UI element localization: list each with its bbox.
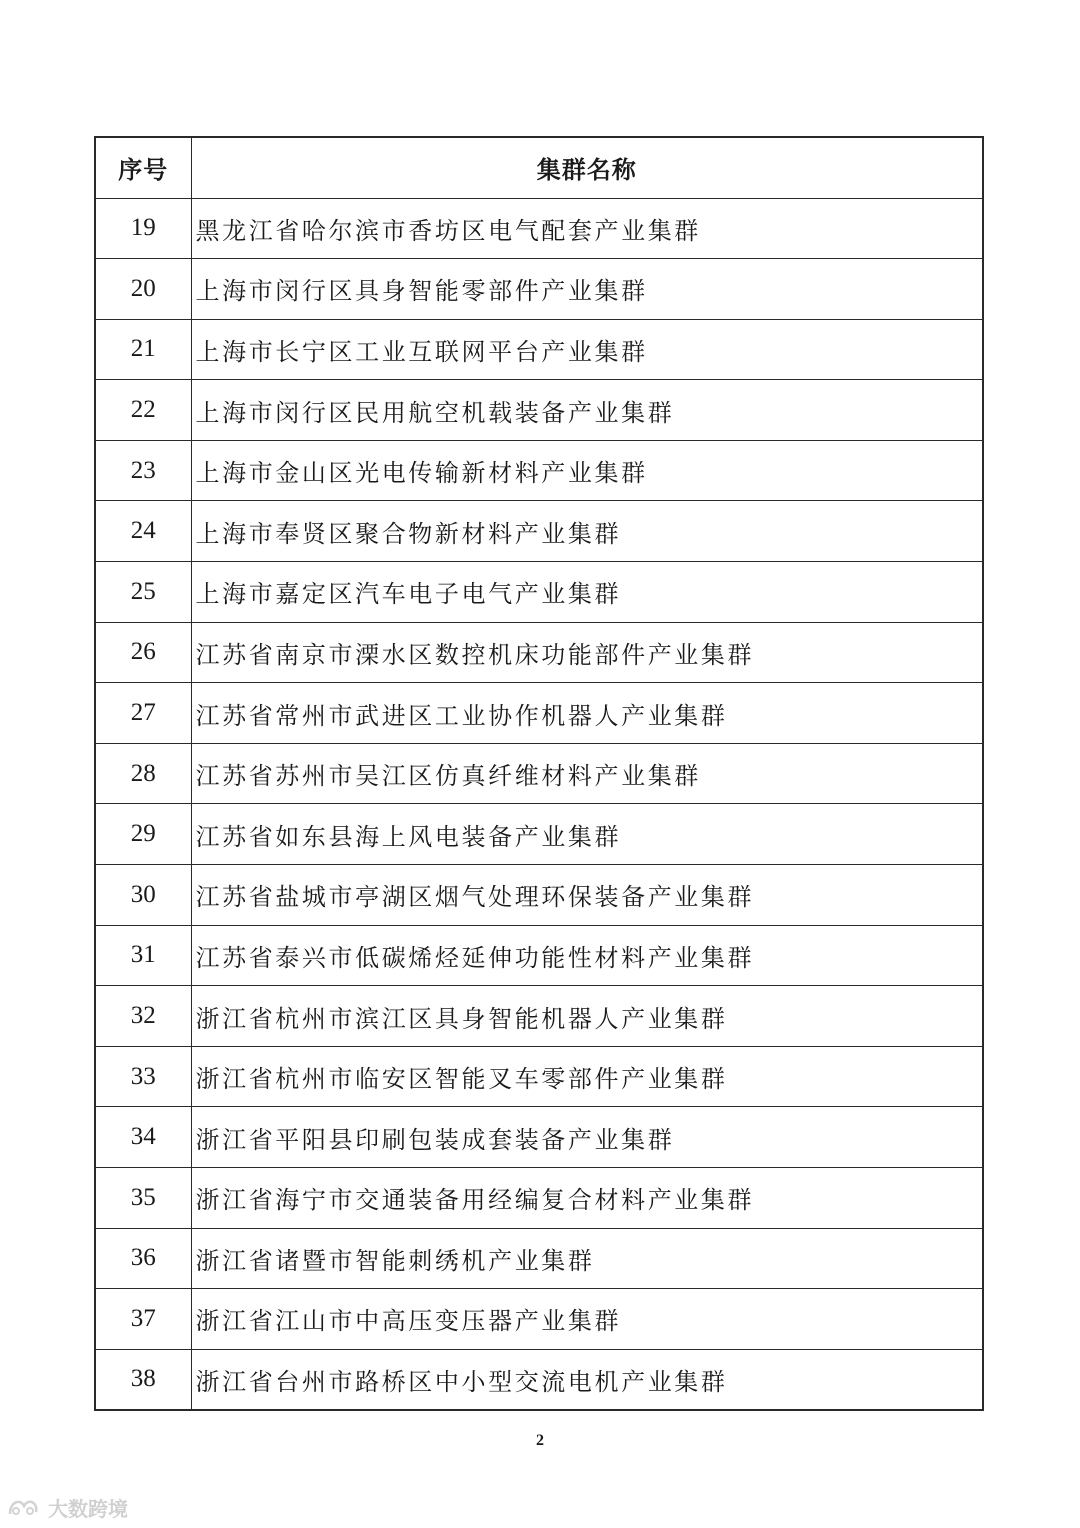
row-cluster-name: 上海市嘉定区汽车电子电气产业集群 (191, 562, 983, 623)
row-seq: 21 (95, 319, 191, 380)
table-row (95, 501, 983, 562)
table-row (95, 440, 983, 501)
row-cluster-name: 浙江省诸暨市智能刺绣机产业集群 (191, 1228, 983, 1289)
table-row (95, 1107, 983, 1168)
table-row (95, 380, 983, 441)
row-cluster-name: 黑龙江省哈尔滨市香坊区电气配套产业集群 (191, 198, 983, 259)
table-body (95, 198, 983, 1410)
table-row (95, 1349, 983, 1410)
row-cluster-name: 浙江省海宁市交通装备用经编复合材料产业集群 (191, 1168, 983, 1229)
row-cluster-name: 江苏省如东县海上风电装备产业集群 (191, 804, 983, 865)
row-cluster-name: 上海市金山区光电传输新材料产业集群 (191, 440, 983, 501)
row-seq: 27 (95, 683, 191, 744)
row-cluster-name: 浙江省杭州市临安区智能叉车零部件产业集群 (191, 1046, 983, 1107)
table-row (95, 865, 983, 926)
watermark (6, 1492, 128, 1522)
table-row (95, 925, 983, 986)
header-name: 集群名称 (191, 137, 983, 198)
row-seq: 37 (95, 1289, 191, 1350)
table-row (95, 198, 983, 259)
row-cluster-name: 江苏省泰兴市低碳烯烃延伸功能性材料产业集群 (191, 925, 983, 986)
row-cluster-name: 浙江省江山市中高压变压器产业集群 (191, 1289, 983, 1350)
header-seq: 序号 (95, 137, 191, 198)
row-seq: 32 (95, 986, 191, 1047)
row-seq: 34 (95, 1107, 191, 1168)
row-seq: 25 (95, 562, 191, 623)
row-cluster-name: 江苏省苏州市吴江区仿真纤维材料产业集群 (191, 743, 983, 804)
table-row (95, 1046, 983, 1107)
row-seq: 20 (95, 259, 191, 320)
row-cluster-name: 江苏省南京市溧水区数控机床功能部件产业集群 (191, 622, 983, 683)
row-seq: 22 (95, 380, 191, 441)
row-cluster-name: 浙江省杭州市滨江区具身智能机器人产业集群 (191, 986, 983, 1047)
row-seq: 35 (95, 1168, 191, 1229)
table-row (95, 562, 983, 623)
row-seq: 36 (95, 1228, 191, 1289)
row-cluster-name: 上海市闵行区民用航空机载装备产业集群 (191, 380, 983, 441)
table-row (95, 319, 983, 380)
page-number: 2 (536, 1432, 544, 1449)
table-row (95, 1168, 983, 1229)
row-seq: 23 (95, 440, 191, 501)
row-seq: 30 (95, 865, 191, 926)
row-seq: 31 (95, 925, 191, 986)
row-cluster-name: 上海市奉贤区聚合物新材料产业集群 (191, 501, 983, 562)
row-cluster-name: 江苏省常州市武进区工业协作机器人产业集群 (191, 683, 983, 744)
table-row (95, 986, 983, 1047)
row-seq: 19 (95, 198, 191, 259)
row-seq: 33 (95, 1046, 191, 1107)
table-row (95, 622, 983, 683)
row-cluster-name: 江苏省盐城市亭湖区烟气处理环保装备产业集群 (191, 865, 983, 926)
table-row (95, 804, 983, 865)
table-row (95, 259, 983, 320)
cluster-table (94, 136, 984, 1411)
row-cluster-name: 上海市长宁区工业互联网平台产业集群 (191, 319, 983, 380)
row-seq: 24 (95, 501, 191, 562)
row-cluster-name: 上海市闵行区具身智能零部件产业集群 (191, 259, 983, 320)
table-row (95, 1228, 983, 1289)
watermark-logo-icon (6, 1494, 42, 1520)
watermark-text: 大数跨境 (48, 1496, 128, 1521)
row-seq: 38 (95, 1349, 191, 1410)
row-cluster-name: 浙江省平阳县印刷包装成套装备产业集群 (191, 1107, 983, 1168)
table-row (95, 743, 983, 804)
row-cluster-name: 浙江省台州市路桥区中小型交流电机产业集群 (191, 1349, 983, 1410)
table-row (95, 1289, 983, 1350)
table-row (95, 683, 983, 744)
row-seq: 29 (95, 804, 191, 865)
row-seq: 26 (95, 622, 191, 683)
table-header-row (95, 137, 983, 198)
row-seq: 28 (95, 743, 191, 804)
